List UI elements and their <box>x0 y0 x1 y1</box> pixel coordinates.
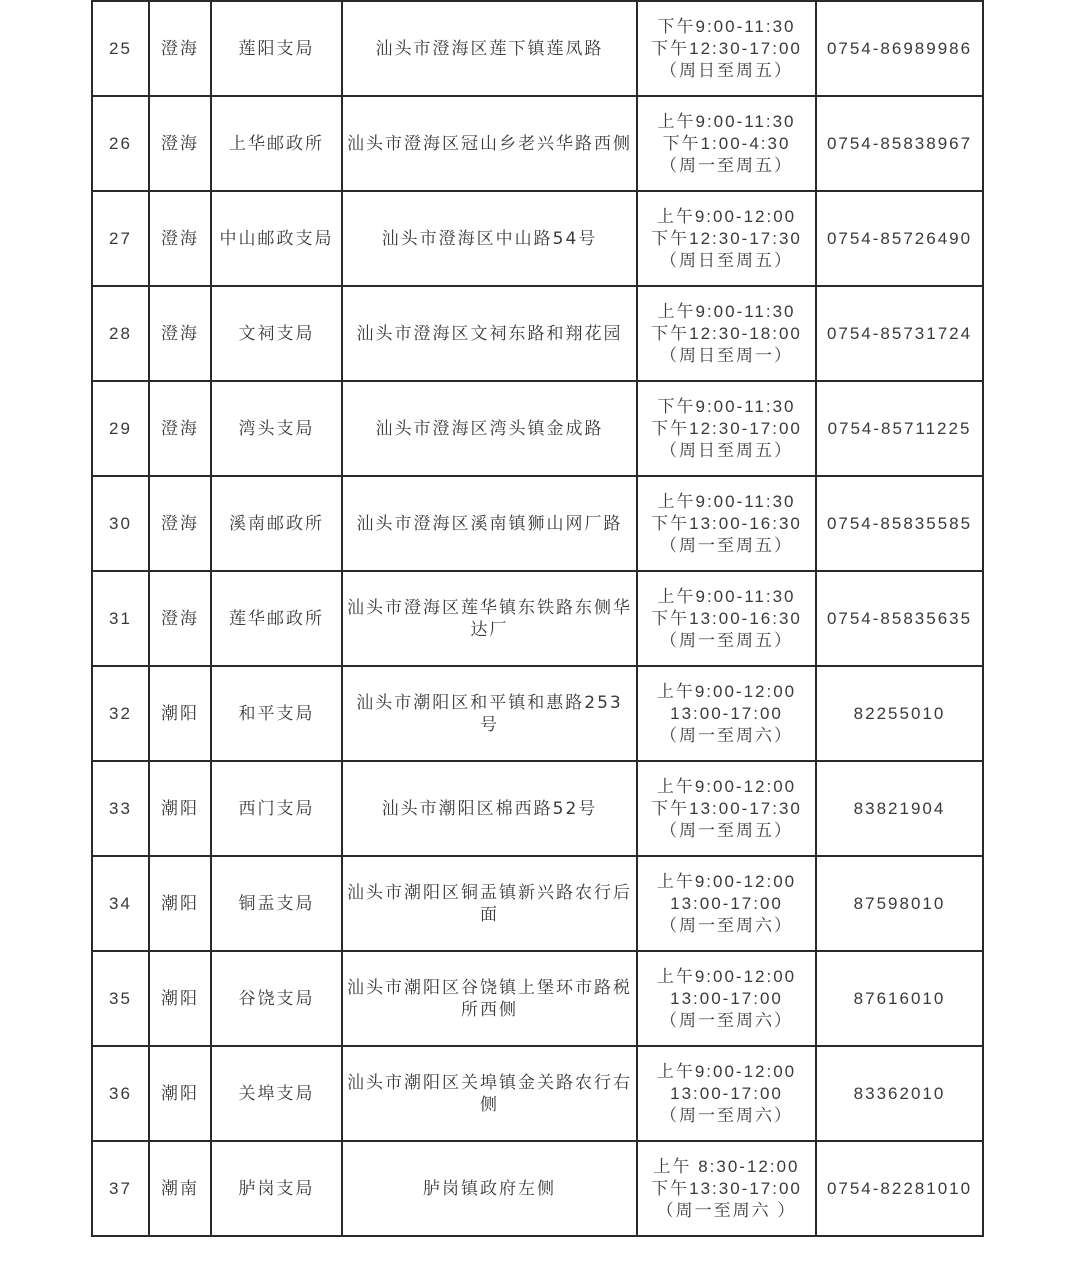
address-cell: 汕头市潮阳区关埠镇金关路农行右侧 <box>342 1046 637 1141</box>
row-number: 36 <box>92 1046 149 1141</box>
row-number: 27 <box>92 191 149 286</box>
address-cell: 汕头市澄海区莲下镇莲凤路 <box>342 1 637 96</box>
hours-line: （周一至周五） <box>660 820 793 840</box>
address-cell: 汕头市潮阳区棉西路52号 <box>342 761 637 856</box>
row-number: 29 <box>92 381 149 476</box>
phone-cell: 83821904 <box>816 761 983 856</box>
hours-line: 上午9:00-12:00 <box>656 206 797 226</box>
district-cell: 潮阳 <box>149 856 211 951</box>
district-cell: 澄海 <box>149 476 211 571</box>
phone-cell: 0754-85838967 <box>816 96 983 191</box>
table-row <box>92 476 983 571</box>
row-number: 28 <box>92 286 149 381</box>
phone-cell: 0754-85726490 <box>816 191 983 286</box>
office-name-cell: 关埠支局 <box>211 1046 342 1141</box>
hours-line: 上午9:00-12:00 <box>656 966 797 986</box>
hours-line: 下午13:00-17:30 <box>651 798 802 818</box>
hours-line: （周一至周六） <box>660 915 793 935</box>
table-row <box>92 951 983 1046</box>
row-number: 30 <box>92 476 149 571</box>
office-name-cell: 西门支局 <box>211 761 342 856</box>
hours-line: （周一至周六） <box>660 725 793 745</box>
row-number: 26 <box>92 96 149 191</box>
district-cell: 澄海 <box>149 381 211 476</box>
district-cell: 澄海 <box>149 96 211 191</box>
hours-cell <box>637 761 816 856</box>
table-row <box>92 1 983 96</box>
hours-cell <box>637 951 816 1046</box>
hours-line: （周一至周六） <box>660 1105 793 1125</box>
office-name-cell: 湾头支局 <box>211 381 342 476</box>
hours-line: （周一至周六） <box>660 1010 793 1030</box>
hours-line: （周一至周五） <box>660 630 793 650</box>
hours-cell <box>637 1046 816 1141</box>
hours-line: 下午12:30-17:00 <box>651 418 802 438</box>
hours-cell <box>637 856 816 951</box>
post-office-table <box>91 0 984 1237</box>
address-cell: 汕头市澄海区湾头镇金成路 <box>342 381 637 476</box>
hours-line: 上午9:00-11:30 <box>657 586 796 606</box>
district-cell: 潮阳 <box>149 666 211 761</box>
hours-line: 下午12:30-17:00 <box>651 38 802 58</box>
hours-line: 上午9:00-11:30 <box>657 301 796 321</box>
phone-cell: 87616010 <box>816 951 983 1046</box>
phone-cell: 0754-85711225 <box>816 381 983 476</box>
hours-line: 上午9:00-12:00 <box>656 1061 797 1081</box>
hours-cell <box>637 571 816 666</box>
address-cell: 胪岗镇政府左侧 <box>342 1141 637 1236</box>
phone-cell: 0754-85835635 <box>816 571 983 666</box>
phone-cell: 87598010 <box>816 856 983 951</box>
phone-cell: 83362010 <box>816 1046 983 1141</box>
address-cell: 汕头市潮阳区谷饶镇上堡环市路税所西侧 <box>342 951 637 1046</box>
table-row <box>92 1046 983 1141</box>
district-cell: 澄海 <box>149 1 211 96</box>
table-row <box>92 1141 983 1236</box>
hours-line: 下午9:00-11:30 <box>657 396 796 416</box>
hours-cell <box>637 381 816 476</box>
row-number: 33 <box>92 761 149 856</box>
hours-line: 下午1:00-4:30 <box>662 133 791 153</box>
hours-line: （周一至周五） <box>660 535 793 555</box>
hours-cell <box>637 96 816 191</box>
table-row <box>92 286 983 381</box>
hours-line: 上午9:00-11:30 <box>657 111 796 131</box>
district-cell: 潮阳 <box>149 951 211 1046</box>
hours-line: 下午13:00-16:30 <box>651 513 802 533</box>
office-name-cell: 中山邮政支局 <box>211 191 342 286</box>
district-cell: 潮阳 <box>149 761 211 856</box>
row-number: 35 <box>92 951 149 1046</box>
hours-cell <box>637 476 816 571</box>
address-cell: 汕头市潮阳区和平镇和惠路253号 <box>342 666 637 761</box>
hours-line: 上午9:00-11:30 <box>657 491 796 511</box>
address-cell: 汕头市澄海区莲华镇东铁路东侧华达厂 <box>342 571 637 666</box>
office-name-cell: 文祠支局 <box>211 286 342 381</box>
address-cell: 汕头市潮阳区铜盂镇新兴路农行后面 <box>342 856 637 951</box>
table-row <box>92 856 983 951</box>
table-row <box>92 191 983 286</box>
office-name-cell: 溪南邮政所 <box>211 476 342 571</box>
hours-line: 下午13:00-16:30 <box>651 608 802 628</box>
hours-line: 下午12:30-17:30 <box>651 228 802 248</box>
office-name-cell: 莲阳支局 <box>211 1 342 96</box>
district-cell: 澄海 <box>149 191 211 286</box>
row-number: 25 <box>92 1 149 96</box>
row-number: 32 <box>92 666 149 761</box>
district-cell: 潮阳 <box>149 1046 211 1141</box>
hours-cell <box>637 1141 816 1236</box>
address-cell: 汕头市澄海区中山路54号 <box>342 191 637 286</box>
district-cell: 澄海 <box>149 286 211 381</box>
phone-cell: 0754-85835585 <box>816 476 983 571</box>
hours-line: 13:00-17:00 <box>670 1083 783 1103</box>
hours-line: 13:00-17:00 <box>670 893 783 913</box>
table-row <box>92 381 983 476</box>
row-number: 34 <box>92 856 149 951</box>
office-name-cell: 莲华邮政所 <box>211 571 342 666</box>
table-row <box>92 666 983 761</box>
office-name-cell: 和平支局 <box>211 666 342 761</box>
phone-cell: 0754-86989986 <box>816 1 983 96</box>
office-name-cell: 胪岗支局 <box>211 1141 342 1236</box>
address-cell: 汕头市澄海区溪南镇狮山网厂路 <box>342 476 637 571</box>
office-name-cell: 谷饶支局 <box>211 951 342 1046</box>
row-number: 37 <box>92 1141 149 1236</box>
hours-cell <box>637 1 816 96</box>
table-row <box>92 571 983 666</box>
district-cell: 潮南 <box>149 1141 211 1236</box>
hours-line: 下午12:30-18:00 <box>651 323 802 343</box>
hours-line: 上午9:00-12:00 <box>656 871 797 891</box>
hours-line: （周日至周一） <box>660 345 793 365</box>
address-cell: 汕头市澄海区文祠东路和翔花园 <box>342 286 637 381</box>
table-row <box>92 761 983 856</box>
table-body <box>92 1 983 1236</box>
phone-cell: 0754-85731724 <box>816 286 983 381</box>
district-cell: 澄海 <box>149 571 211 666</box>
hours-line: （周日至周五） <box>660 250 793 270</box>
hours-line: 13:00-17:00 <box>670 988 783 1008</box>
office-name-cell: 铜盂支局 <box>211 856 342 951</box>
hours-line: （周一至周五） <box>660 155 793 175</box>
phone-cell: 0754-82281010 <box>816 1141 983 1236</box>
hours-line: （周日至周五） <box>660 60 793 80</box>
hours-cell <box>637 666 816 761</box>
address-cell: 汕头市澄海区冠山乡老兴华路西侧 <box>342 96 637 191</box>
hours-line: （周日至周五） <box>660 440 793 460</box>
hours-cell <box>637 286 816 381</box>
hours-line: 上午9:00-12:00 <box>656 776 797 796</box>
hours-line: 13:00-17:00 <box>670 703 783 723</box>
hours-line: 上午9:00-12:00 <box>656 681 797 701</box>
table-row <box>92 96 983 191</box>
hours-line: 下午9:00-11:30 <box>657 16 796 36</box>
office-name-cell: 上华邮政所 <box>211 96 342 191</box>
row-number: 31 <box>92 571 149 666</box>
phone-cell: 82255010 <box>816 666 983 761</box>
hours-line: 上午 8:30-12:00 下午13:30-17:00（周一至周六 ） <box>651 1156 802 1220</box>
hours-cell <box>637 191 816 286</box>
